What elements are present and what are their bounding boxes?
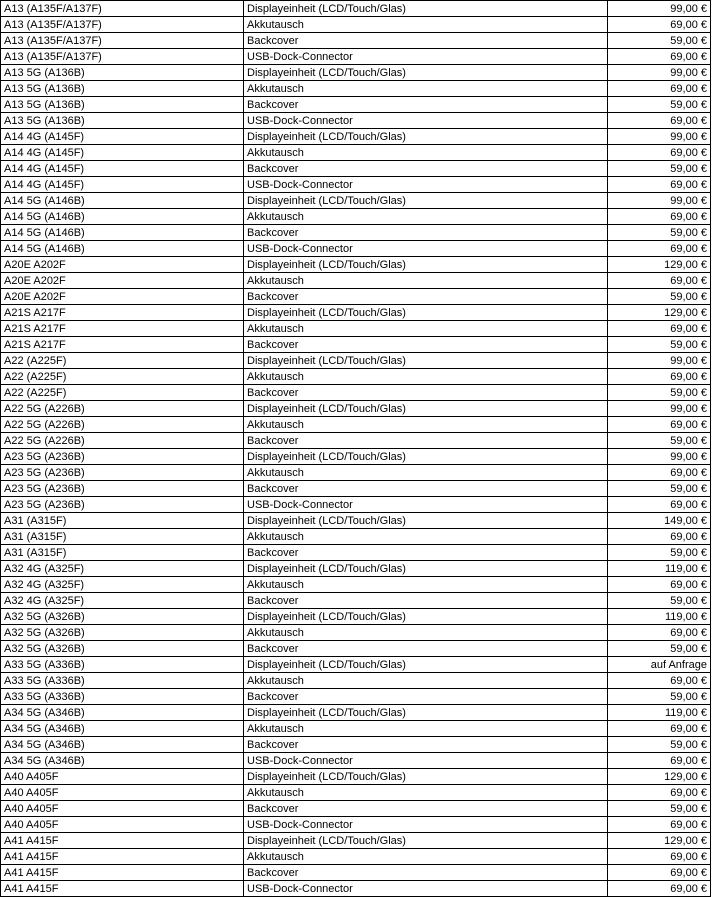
table-row — [1, 385, 711, 401]
price-cell: 69,00 € — [608, 721, 711, 737]
table-row — [1, 321, 711, 337]
price-cell: 69,00 € — [608, 17, 711, 33]
table-row — [1, 49, 711, 65]
service-cell: Displayeinheit (LCD/Touch/Glas) — [244, 833, 608, 849]
price-cell: 69,00 € — [608, 785, 711, 801]
price-cell: 59,00 € — [608, 641, 711, 657]
table-row — [1, 689, 711, 705]
service-cell: USB-Dock-Connector — [244, 177, 608, 193]
table-row — [1, 865, 711, 881]
table-row — [1, 465, 711, 481]
model-cell: A14 4G (A145F) — [1, 129, 244, 145]
service-cell: Displayeinheit (LCD/Touch/Glas) — [244, 561, 608, 577]
service-cell: USB-Dock-Connector — [244, 241, 608, 257]
service-cell: Displayeinheit (LCD/Touch/Glas) — [244, 449, 608, 465]
model-cell: A31 (A315F) — [1, 513, 244, 529]
model-cell: A14 5G (A146B) — [1, 209, 244, 225]
table-row — [1, 113, 711, 129]
table-row — [1, 721, 711, 737]
model-cell: A40 A405F — [1, 817, 244, 833]
table-row — [1, 417, 711, 433]
table-row — [1, 273, 711, 289]
price-cell: 119,00 € — [608, 705, 711, 721]
service-cell: Akkutausch — [244, 785, 608, 801]
repair-price-table-body — [1, 1, 711, 897]
price-cell: 59,00 € — [608, 433, 711, 449]
table-row — [1, 641, 711, 657]
price-cell: 69,00 € — [608, 849, 711, 865]
price-cell: 59,00 € — [608, 33, 711, 49]
price-cell: 99,00 € — [608, 129, 711, 145]
table-row — [1, 801, 711, 817]
model-cell: A34 5G (A346B) — [1, 721, 244, 737]
model-cell: A32 4G (A325F) — [1, 577, 244, 593]
service-cell: USB-Dock-Connector — [244, 49, 608, 65]
service-cell: USB-Dock-Connector — [244, 113, 608, 129]
service-cell: Backcover — [244, 593, 608, 609]
service-cell: Akkutausch — [244, 625, 608, 641]
service-cell: Akkutausch — [244, 529, 608, 545]
price-cell: 69,00 € — [608, 321, 711, 337]
model-cell: A31 (A315F) — [1, 545, 244, 561]
service-cell: Displayeinheit (LCD/Touch/Glas) — [244, 305, 608, 321]
service-cell: Akkutausch — [244, 417, 608, 433]
table-row — [1, 657, 711, 673]
table-row — [1, 593, 711, 609]
price-cell: 99,00 € — [608, 65, 711, 81]
table-row — [1, 849, 711, 865]
model-cell: A14 4G (A145F) — [1, 145, 244, 161]
price-cell: 59,00 € — [608, 801, 711, 817]
service-cell: Backcover — [244, 161, 608, 177]
model-cell: A22 5G (A226B) — [1, 417, 244, 433]
price-cell: 69,00 € — [608, 145, 711, 161]
service-cell: Akkutausch — [244, 577, 608, 593]
table-row — [1, 257, 711, 273]
table-row — [1, 369, 711, 385]
service-cell: Backcover — [244, 641, 608, 657]
table-row — [1, 673, 711, 689]
price-cell: 59,00 € — [608, 481, 711, 497]
model-cell: A41 A415F — [1, 849, 244, 865]
model-cell: A40 A405F — [1, 769, 244, 785]
price-cell: 69,00 € — [608, 753, 711, 769]
table-row — [1, 513, 711, 529]
service-cell: Displayeinheit (LCD/Touch/Glas) — [244, 193, 608, 209]
price-cell: 59,00 € — [608, 385, 711, 401]
service-cell: Backcover — [244, 545, 608, 561]
service-cell: Displayeinheit (LCD/Touch/Glas) — [244, 657, 608, 673]
model-cell: A21S A217F — [1, 305, 244, 321]
service-cell: Displayeinheit (LCD/Touch/Glas) — [244, 769, 608, 785]
price-cell: 59,00 € — [608, 289, 711, 305]
price-cell: 119,00 € — [608, 561, 711, 577]
service-cell: Backcover — [244, 433, 608, 449]
model-cell: A41 A415F — [1, 881, 244, 897]
table-row — [1, 353, 711, 369]
table-row — [1, 97, 711, 113]
model-cell: A13 (A135F/A137F) — [1, 1, 244, 17]
model-cell: A41 A415F — [1, 833, 244, 849]
table-row — [1, 705, 711, 721]
table-row — [1, 241, 711, 257]
price-cell: 59,00 € — [608, 161, 711, 177]
price-cell: 69,00 € — [608, 369, 711, 385]
price-cell: 69,00 € — [608, 209, 711, 225]
model-cell: A13 (A135F/A137F) — [1, 33, 244, 49]
price-cell: 69,00 € — [608, 497, 711, 513]
price-cell: 69,00 € — [608, 577, 711, 593]
model-cell: A13 5G (A136B) — [1, 65, 244, 81]
table-row — [1, 289, 711, 305]
service-cell: Displayeinheit (LCD/Touch/Glas) — [244, 513, 608, 529]
service-cell: Displayeinheit (LCD/Touch/Glas) — [244, 1, 608, 17]
model-cell: A20E A202F — [1, 257, 244, 273]
model-cell: A33 5G (A336B) — [1, 657, 244, 673]
price-cell: 69,00 € — [608, 241, 711, 257]
table-row — [1, 529, 711, 545]
price-cell: 69,00 € — [608, 49, 711, 65]
model-cell: A14 4G (A145F) — [1, 161, 244, 177]
price-cell: 69,00 € — [608, 81, 711, 97]
model-cell: A14 4G (A145F) — [1, 177, 244, 193]
model-cell: A34 5G (A346B) — [1, 737, 244, 753]
price-cell: 69,00 € — [608, 113, 711, 129]
price-cell: 69,00 € — [608, 529, 711, 545]
table-row — [1, 881, 711, 897]
model-cell: A20E A202F — [1, 289, 244, 305]
model-cell: A13 5G (A136B) — [1, 113, 244, 129]
table-row — [1, 481, 711, 497]
model-cell: A22 (A225F) — [1, 353, 244, 369]
model-cell: A32 4G (A325F) — [1, 593, 244, 609]
model-cell: A22 5G (A226B) — [1, 433, 244, 449]
service-cell: Akkutausch — [244, 465, 608, 481]
service-cell: USB-Dock-Connector — [244, 817, 608, 833]
table-row — [1, 209, 711, 225]
model-cell: A13 (A135F/A137F) — [1, 17, 244, 33]
table-row — [1, 225, 711, 241]
model-cell: A23 5G (A236B) — [1, 497, 244, 513]
service-cell: Displayeinheit (LCD/Touch/Glas) — [244, 705, 608, 721]
table-row — [1, 433, 711, 449]
table-row — [1, 129, 711, 145]
table-row — [1, 81, 711, 97]
service-cell: Displayeinheit (LCD/Touch/Glas) — [244, 65, 608, 81]
service-cell: Displayeinheit (LCD/Touch/Glas) — [244, 257, 608, 273]
table-row — [1, 161, 711, 177]
price-cell: 99,00 € — [608, 401, 711, 417]
price-cell: 149,00 € — [608, 513, 711, 529]
price-cell: 69,00 € — [608, 817, 711, 833]
service-cell: Akkutausch — [244, 209, 608, 225]
model-cell: A21S A217F — [1, 337, 244, 353]
price-cell: 129,00 € — [608, 257, 711, 273]
table-row — [1, 737, 711, 753]
price-cell: 59,00 € — [608, 97, 711, 113]
service-cell: Akkutausch — [244, 17, 608, 33]
table-row — [1, 177, 711, 193]
service-cell: Backcover — [244, 689, 608, 705]
model-cell: A23 5G (A236B) — [1, 481, 244, 497]
model-cell: A33 5G (A336B) — [1, 673, 244, 689]
table-row — [1, 1, 711, 17]
table-row — [1, 625, 711, 641]
price-cell: 59,00 € — [608, 337, 711, 353]
service-cell: Akkutausch — [244, 673, 608, 689]
service-cell: Akkutausch — [244, 81, 608, 97]
price-cell: 99,00 € — [608, 1, 711, 17]
price-cell: auf Anfrage — [608, 657, 711, 673]
service-cell: Akkutausch — [244, 369, 608, 385]
price-cell: 69,00 € — [608, 417, 711, 433]
model-cell: A22 (A225F) — [1, 385, 244, 401]
price-cell: 129,00 € — [608, 305, 711, 321]
price-cell: 69,00 € — [608, 177, 711, 193]
model-cell: A40 A405F — [1, 801, 244, 817]
table-row — [1, 833, 711, 849]
table-row — [1, 497, 711, 513]
table-row — [1, 769, 711, 785]
service-cell: Akkutausch — [244, 849, 608, 865]
service-cell: Backcover — [244, 481, 608, 497]
model-cell: A32 4G (A325F) — [1, 561, 244, 577]
price-cell: 59,00 € — [608, 689, 711, 705]
model-cell: A23 5G (A236B) — [1, 465, 244, 481]
service-cell: Displayeinheit (LCD/Touch/Glas) — [244, 129, 608, 145]
table-row — [1, 785, 711, 801]
service-cell: Backcover — [244, 225, 608, 241]
table-row — [1, 17, 711, 33]
model-cell: A14 5G (A146B) — [1, 225, 244, 241]
model-cell: A33 5G (A336B) — [1, 689, 244, 705]
service-cell: Akkutausch — [244, 321, 608, 337]
service-cell: Backcover — [244, 33, 608, 49]
model-cell: A41 A415F — [1, 865, 244, 881]
table-row — [1, 193, 711, 209]
service-cell: Displayeinheit (LCD/Touch/Glas) — [244, 401, 608, 417]
model-cell: A32 5G (A326B) — [1, 625, 244, 641]
service-cell: Displayeinheit (LCD/Touch/Glas) — [244, 353, 608, 369]
price-cell: 69,00 € — [608, 881, 711, 897]
table-row — [1, 561, 711, 577]
model-cell: A22 (A225F) — [1, 369, 244, 385]
model-cell: A14 5G (A146B) — [1, 193, 244, 209]
service-cell: Displayeinheit (LCD/Touch/Glas) — [244, 609, 608, 625]
model-cell: A13 (A135F/A137F) — [1, 49, 244, 65]
table-row — [1, 337, 711, 353]
model-cell: A14 5G (A146B) — [1, 241, 244, 257]
price-cell: 69,00 € — [608, 865, 711, 881]
model-cell: A32 5G (A326B) — [1, 609, 244, 625]
price-cell: 99,00 € — [608, 193, 711, 209]
price-cell: 129,00 € — [608, 833, 711, 849]
table-row — [1, 609, 711, 625]
service-cell: Backcover — [244, 865, 608, 881]
price-cell: 69,00 € — [608, 673, 711, 689]
table-row — [1, 817, 711, 833]
service-cell: Backcover — [244, 289, 608, 305]
service-cell: Akkutausch — [244, 273, 608, 289]
model-cell: A32 5G (A326B) — [1, 641, 244, 657]
service-cell: Backcover — [244, 385, 608, 401]
service-cell: Akkutausch — [244, 145, 608, 161]
service-cell: USB-Dock-Connector — [244, 753, 608, 769]
table-row — [1, 401, 711, 417]
price-cell: 69,00 € — [608, 273, 711, 289]
model-cell: A40 A405F — [1, 785, 244, 801]
price-cell: 59,00 € — [608, 545, 711, 561]
model-cell: A13 5G (A136B) — [1, 81, 244, 97]
price-cell: 129,00 € — [608, 769, 711, 785]
table-row — [1, 145, 711, 161]
price-cell: 59,00 € — [608, 593, 711, 609]
model-cell: A13 5G (A136B) — [1, 97, 244, 113]
model-cell: A31 (A315F) — [1, 529, 244, 545]
model-cell: A23 5G (A236B) — [1, 449, 244, 465]
model-cell: A34 5G (A346B) — [1, 753, 244, 769]
service-cell: Backcover — [244, 737, 608, 753]
model-cell: A22 5G (A226B) — [1, 401, 244, 417]
service-cell: Backcover — [244, 97, 608, 113]
table-row — [1, 545, 711, 561]
service-cell: Akkutausch — [244, 721, 608, 737]
price-cell: 69,00 € — [608, 465, 711, 481]
table-row — [1, 65, 711, 81]
service-cell: USB-Dock-Connector — [244, 497, 608, 513]
price-cell: 99,00 € — [608, 449, 711, 465]
table-row — [1, 305, 711, 321]
price-cell: 59,00 € — [608, 225, 711, 241]
price-cell: 99,00 € — [608, 353, 711, 369]
model-cell: A20E A202F — [1, 273, 244, 289]
model-cell: A34 5G (A346B) — [1, 705, 244, 721]
service-cell: USB-Dock-Connector — [244, 881, 608, 897]
price-cell: 69,00 € — [608, 625, 711, 641]
table-row — [1, 449, 711, 465]
price-cell: 59,00 € — [608, 737, 711, 753]
service-cell: Backcover — [244, 337, 608, 353]
price-cell: 119,00 € — [608, 609, 711, 625]
model-cell: A21S A217F — [1, 321, 244, 337]
table-row — [1, 577, 711, 593]
table-row — [1, 753, 711, 769]
service-cell: Backcover — [244, 801, 608, 817]
table-row — [1, 33, 711, 49]
